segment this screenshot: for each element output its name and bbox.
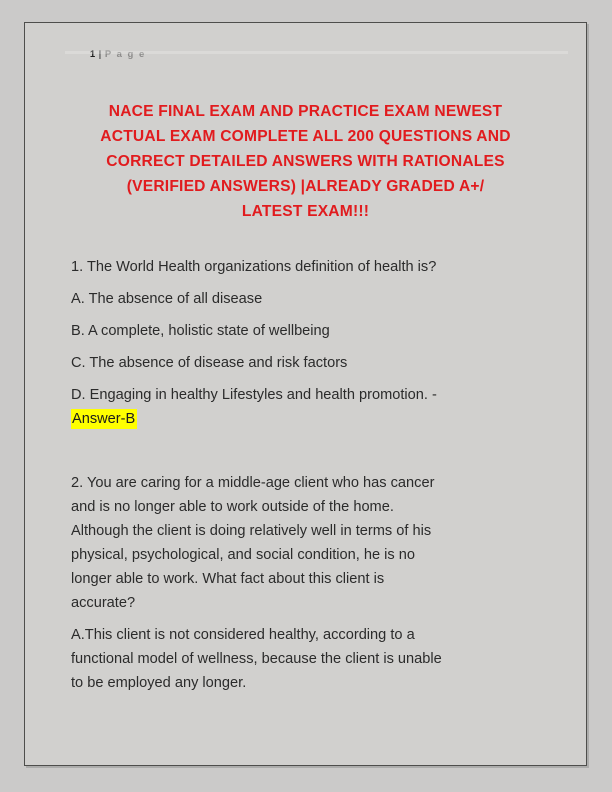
question-2-text: [71, 471, 540, 615]
page-number: 1: [89, 49, 96, 60]
page-header: [71, 37, 540, 73]
question-1-option-d-text: D. Engaging in healthy Lifestyles and health promotion. -: [71, 387, 437, 403]
question-2-line: Although the client is doing relatively well in terms of his: [71, 523, 432, 539]
question-2-option-a-line: to be employed any longer.: [71, 675, 247, 691]
question-1-option-d: [71, 383, 540, 431]
title-line: (VERIFIED ANSWERS) |ALREADY GRADED A+/: [126, 178, 485, 195]
document-title: [71, 99, 540, 224]
document-body: [71, 255, 540, 695]
question-2-line: physical, psychological, and social condition, he is no: [71, 547, 415, 563]
question-2: [71, 471, 540, 695]
question-2-line: longer able to work. What fact about this client is: [71, 571, 385, 587]
question-2-option-a-line: A.This client is not considered healthy, according to a: [71, 627, 415, 643]
document-page: [24, 22, 587, 766]
title-line: NACE FINAL EXAM AND PRACTICE EXAM NEWEST: [108, 103, 503, 120]
question-2-option-a: [71, 623, 540, 695]
question-2-line: 2. You are caring for a middle-age client who has cancer: [71, 475, 435, 491]
title-line: ACTUAL EXAM COMPLETE ALL 200 QUESTIONS AND: [100, 128, 511, 145]
question-1-option-b: B. A complete, holistic state of wellbeing: [71, 323, 330, 339]
header-rule: [65, 51, 568, 54]
title-line: LATEST EXAM!!!: [241, 203, 370, 220]
question-1-text: 1. The World Health organizations definition of health is?: [71, 259, 437, 275]
question-2-line: and is no longer able to work outside of the home.: [71, 499, 394, 515]
question-2-option-a-line: functional model of wellness, because the client is unable: [71, 651, 442, 667]
question-2-line: accurate?: [71, 595, 136, 611]
page-label: P a g e: [104, 49, 146, 60]
question-1: [71, 255, 540, 431]
question-1-option-c: C. The absence of disease and risk factors: [71, 355, 348, 371]
answer-highlight: Answer-B: [72, 411, 136, 427]
title-line: CORRECT DETAILED ANSWERS WITH RATIONALES: [106, 153, 505, 170]
question-1-option-a: A. The absence of all disease: [71, 291, 263, 307]
page-number-separator: |: [98, 49, 102, 60]
